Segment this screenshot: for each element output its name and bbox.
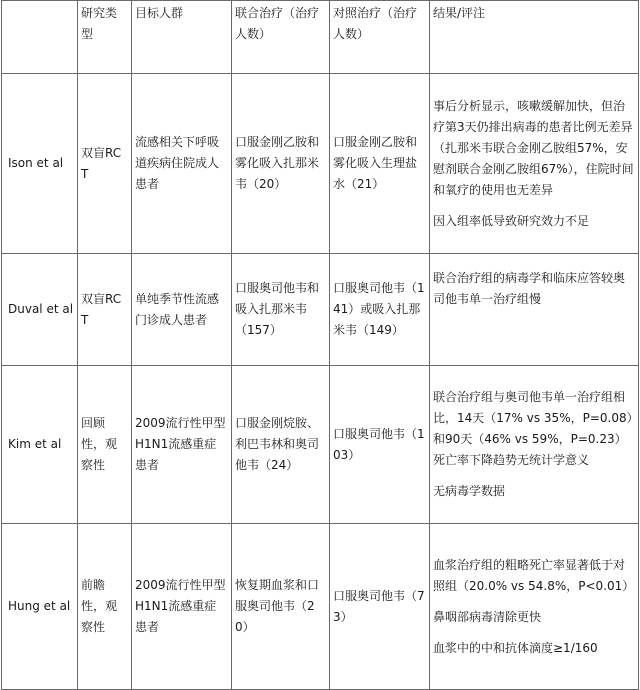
table-row	[2, 366, 639, 524]
combo-therapy-cell: 口服奥司他韦和吸入扎那米韦（157）	[232, 254, 330, 366]
study-table	[1, 0, 639, 690]
results-cell	[430, 74, 639, 254]
result-text: 联合治疗组与奥司他韦单一治疗组相比，14天（17% vs 35%，P=0.08）和90天（46% vs 59%，P=0.23）死亡率下降趋势无统计学意义	[433, 390, 633, 467]
study-name-cell: Ison et al	[2, 74, 78, 254]
result-text: 因入组率低导致研究效力不足	[433, 213, 590, 228]
study-name-cell: Kim et al	[2, 366, 78, 524]
result-text: 无病毒学数据	[433, 484, 506, 498]
result-text: 事后分析显示，咳嗽缓解加快，但治疗第3天仍排出病毒的患者比例无差异（扎那米韦联合金刚乙胺组57%，安慰剂联合金刚乙胺组67%），住院时间和氧疗的使用也无差异	[433, 98, 634, 197]
control-therapy-cell: 口服奥司他韦（73）	[330, 524, 430, 690]
results-cell	[430, 366, 639, 524]
header-cell-type: 研究类型	[78, 1, 132, 74]
table-row	[2, 524, 639, 690]
header-cell-population: 目标人群	[132, 1, 232, 74]
control-therapy-cell: 口服奥司他韦（141）或吸入扎那米韦（149）	[330, 254, 430, 366]
population-cell: 2009流行性甲型H1N1流感重症患者	[132, 524, 232, 690]
header-cell-results: 结果/评注	[430, 1, 639, 74]
combo-therapy-cell: 口服金刚乙胺和雾化吸入扎那米韦（20）	[232, 74, 330, 254]
control-therapy-cell: 口服奥司他韦（103）	[330, 366, 430, 524]
population-cell: 2009流行性甲型H1N1流感重症患者	[132, 366, 232, 524]
control-therapy-cell: 口服金刚乙胺和雾化吸入生理盐水（21）	[330, 74, 430, 254]
study-type-cell: 双盲RCT	[78, 74, 132, 254]
study-type-cell: 回顾性，观察性	[78, 366, 132, 524]
header-cell-control: 对照治疗（治疗人数）	[330, 1, 430, 74]
combo-therapy-cell: 口服金刚烷胺、利巴韦林和奥司他韦（24）	[232, 366, 330, 524]
study-name-cell: Duval et al	[2, 254, 78, 366]
study-type-cell: 前瞻性，观察性	[78, 524, 132, 690]
population-cell: 单纯季节性流感门诊成人患者	[132, 254, 232, 366]
table-row	[2, 74, 639, 254]
study-name-cell: Hung et al	[2, 524, 78, 690]
combo-therapy-cell: 恢复期血浆和口服奥司他韦（20）	[232, 524, 330, 690]
table-header-row	[2, 1, 639, 74]
study-type-cell: 双盲RCT	[78, 254, 132, 366]
result-text: 联合治疗组的病毒学和临床应答较奥司他韦单一治疗组慢	[433, 271, 626, 306]
results-cell	[430, 524, 639, 690]
population-cell: 流感相关下呼吸道疾病住院成人患者	[132, 74, 232, 254]
table-row	[2, 254, 639, 366]
header-cell-combo: 联合治疗（治疗人数）	[232, 1, 330, 74]
result-text: 鼻咽部病毒清除更快	[433, 609, 542, 624]
result-text: 血浆中的中和抗体滴度≥1/160	[433, 640, 598, 655]
header-cell-study	[2, 1, 78, 74]
result-text: 血浆治疗组的粗略死亡率显著低于对照组（20.0% vs 54.8%，P<0.01）	[433, 557, 635, 593]
results-cell	[430, 254, 639, 366]
